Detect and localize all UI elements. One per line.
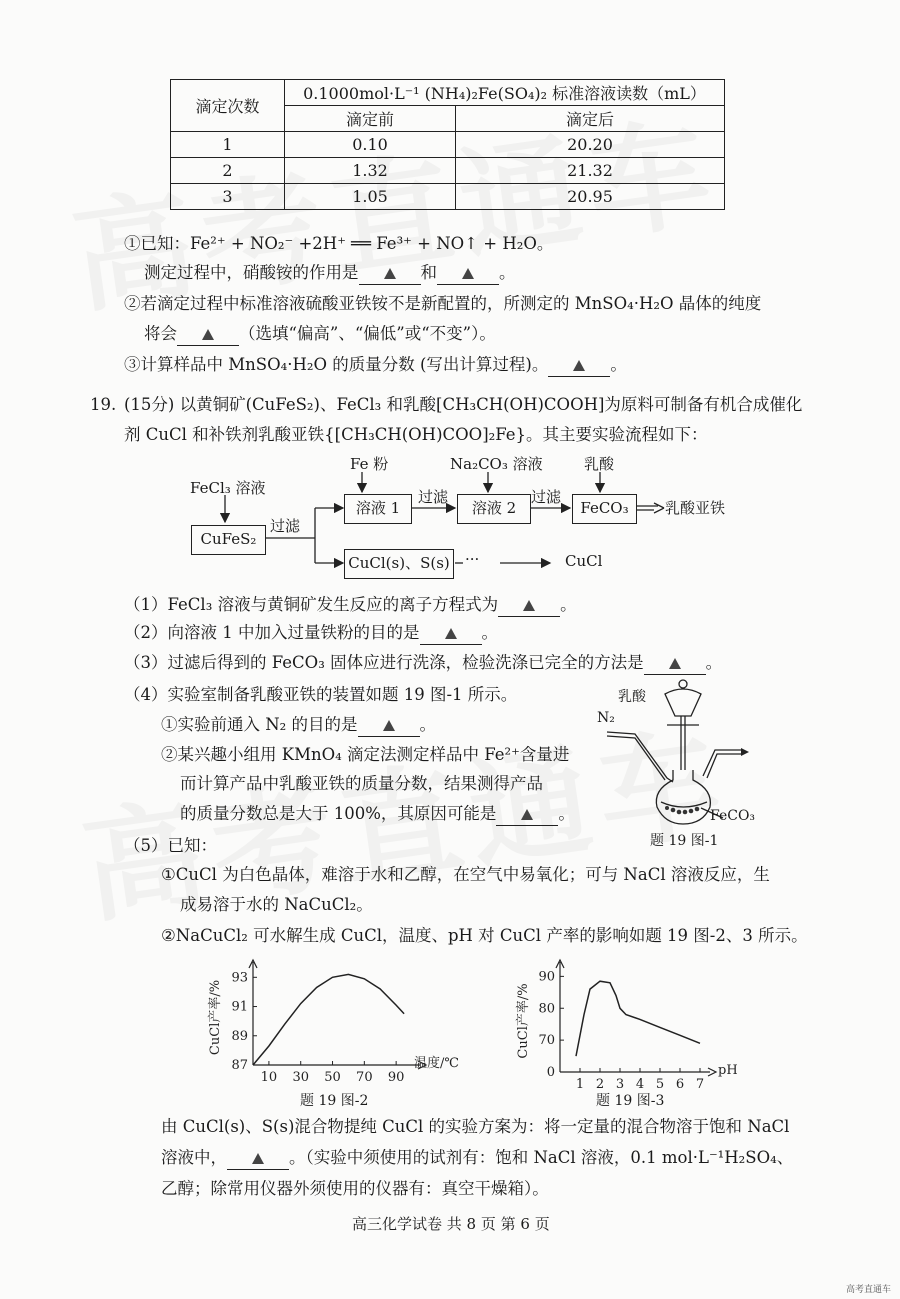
- flow-filter-label: 过滤: [270, 517, 301, 535]
- y-tick-label: 89: [231, 1028, 248, 1044]
- x-axis-label: 温度/℃: [414, 1056, 459, 1071]
- y-axis-label: CuCl产率/%: [208, 979, 223, 1056]
- x-tick-label: 50: [324, 1070, 341, 1085]
- x-tick-label: 5: [655, 1077, 665, 1092]
- answer-blank[interactable]: [420, 622, 482, 645]
- flow-cufes2-box: CuFeS₂: [191, 525, 266, 555]
- final-line-2: 溶液中， 。（实验中须使用的试剂有：饱和 NaCl 溶液，0.1 mol·L⁻¹H₂SO₄、: [161, 1147, 793, 1170]
- triangle-icon: [445, 628, 457, 639]
- answer-blank[interactable]: [437, 262, 499, 285]
- triangle-icon: [202, 329, 214, 340]
- data-line: [576, 981, 700, 1056]
- triangle-icon: [523, 600, 535, 611]
- temperature-chart: [205, 955, 475, 1105]
- x-tick-label: 70: [356, 1070, 373, 1085]
- question-1: （1）FeCl₃ 溶液与黄铜矿发生反应的离子方程式为 。: [124, 594, 577, 617]
- y-tick-label: 80: [538, 1001, 555, 1017]
- x-tick-label: 90: [387, 1070, 405, 1085]
- question-5-1b: 成易溶于水的 NaCuCl₂。: [180, 895, 373, 914]
- flow-fe-powder-label: Fe 粉: [350, 455, 389, 473]
- ph-chart: [515, 955, 745, 1105]
- flow-solution1-box: 溶液 1: [344, 494, 412, 524]
- flow-cucl-label: CuCl: [565, 552, 603, 570]
- q19-intro-2: 剂 CuCl 和补铁剂乳酸亚铁{[CH₃CH(OH)COO]₂Fe}。其主要实验流程如下：: [124, 425, 708, 444]
- answer-blank[interactable]: [177, 323, 239, 346]
- question-2: （2）向溶液 1 中加入过量铁粉的目的是 。: [124, 622, 498, 645]
- question-4-1: ①实验前通入 N₂ 的目的是 。: [161, 714, 436, 737]
- x-tick-label: 2: [595, 1077, 605, 1092]
- triangle-icon: [462, 268, 474, 279]
- triangle-icon: [384, 268, 396, 279]
- question-4-2b: 而计算产品中乳酸亚铁的质量分数，结果测得产品: [180, 774, 543, 793]
- header-after: 滴定后: [456, 106, 725, 132]
- answer-blank[interactable]: [496, 803, 558, 826]
- y-tick-label: 93: [231, 970, 248, 986]
- flow-product-label: 乳酸亚铁: [665, 499, 726, 517]
- header-before: 滴定前: [285, 106, 456, 132]
- triangle-icon: [383, 720, 395, 731]
- y-tick-label: 0: [546, 1065, 555, 1080]
- x-axis-label: pH: [718, 1063, 738, 1078]
- table-row: 2 1.32 21.32: [171, 158, 725, 184]
- flow-lactic-label: 乳酸: [584, 455, 615, 473]
- y-axis-label: CuCl产率/%: [516, 983, 531, 1059]
- x-tick-label: 7: [695, 1077, 705, 1092]
- y-tick-label: 91: [231, 999, 248, 1015]
- chart-caption: 题 19 图-2: [300, 1093, 369, 1109]
- answer-blank[interactable]: [359, 262, 421, 285]
- x-tick-label: 10: [260, 1070, 278, 1085]
- corner-mark: 高考直通车: [846, 1285, 892, 1295]
- final-line-1: 由 CuCl(s)、S(s)混合物提纯 CuCl 的实验方案为：将一定量的混合物溶于饱和 NaCl: [161, 1117, 790, 1136]
- apparatus-feco3-label: FeCO₃: [710, 808, 756, 824]
- table-row: 3 1.05 20.95: [171, 184, 725, 210]
- triangle-icon: [252, 1153, 264, 1164]
- question-4-2c: 的质量分数总是大于 100%，其原因可能是 。: [180, 803, 575, 826]
- flow-fecl3-label: FeCl₃ 溶液: [190, 479, 266, 497]
- q19-intro-1: (15分) 以黄铜矿(CuFeS₂)、FeCl₃ 和乳酸[CH₃CH(OH)COOH]为原料可制备有机合成催化: [124, 395, 803, 414]
- answer-blank[interactable]: [498, 594, 560, 617]
- flow-feco3-box: FeCO₃: [572, 494, 637, 524]
- x-tick-label: 3: [615, 1077, 625, 1092]
- flow-cucl-s-box: CuCl(s)、S(s): [344, 549, 454, 579]
- q18-line4: ③计算样品中 MnSO₄·H₂O 的质量分数 (写出计算过程)。 。: [124, 354, 627, 377]
- y-tick-label: 87: [231, 1058, 248, 1073]
- x-tick-label: 6: [675, 1077, 685, 1092]
- chart-caption: 题 19 图-3: [596, 1093, 665, 1109]
- question-4-2a: ②某兴趣小组用 KMnO₄ 滴定法测定样品中 Fe²⁺含量进: [161, 745, 570, 764]
- x-tick-label: 30: [292, 1070, 309, 1085]
- flow-na2co3-label: Na₂CO₃ 溶液: [450, 455, 543, 473]
- question-5: （5）已知：: [124, 836, 217, 855]
- q18-line1: 测定过程中，硝酸铵的作用是 和 。: [144, 262, 516, 285]
- header-reading: 0.1000mol·L⁻¹ (NH₄)₂Fe(SO₄)₂ 标准溶液读数（mL）: [285, 80, 725, 106]
- titration-table: [170, 79, 725, 210]
- apparatus-n2-label: N₂: [597, 710, 615, 726]
- flow-filter-label: 过滤: [531, 488, 562, 506]
- question-4: （4）实验室制备乳酸亚铁的装置如题 19 图-1 所示。: [124, 685, 518, 704]
- answer-blank[interactable]: [358, 714, 420, 737]
- flow-dots: ···: [465, 550, 480, 568]
- apparatus-lactic-label: 乳酸: [618, 689, 646, 705]
- header-trial: 滴定次数: [171, 80, 285, 132]
- triangle-icon: [573, 360, 585, 371]
- x-tick-label: 4: [635, 1077, 645, 1092]
- triangle-icon: [669, 658, 681, 669]
- known-equation: ①已知：Fe²⁺ + NO₂⁻ +2H⁺ ══ Fe³⁺ + NO↑ + H₂O。: [124, 234, 554, 253]
- x-tick-label: 1: [575, 1077, 585, 1092]
- triangle-icon: [521, 809, 533, 820]
- question-3: （3）过滤后得到的 FeCO₃ 固体应进行洗涤，检验洗涤已完全的方法是 。: [124, 652, 722, 675]
- table-row: 1 0.10 20.20: [171, 132, 725, 158]
- flow-filter-label: 过滤: [418, 488, 449, 506]
- y-tick-label: 90: [538, 969, 555, 985]
- data-line: [253, 974, 404, 1065]
- apparatus-caption: 题 19 图-1: [650, 833, 719, 849]
- y-tick-label: 70: [538, 1033, 555, 1049]
- q18-line3: 将会 （选填“偏高”、“偏低”或“不变”）。: [144, 323, 496, 346]
- q18-line2: ②若滴定过程中标准溶液硫酸亚铁铵不是新配置的，所测定的 MnSO₄·H₂O 晶体的纯度: [124, 294, 762, 313]
- q19-number: 19.: [90, 395, 117, 414]
- answer-blank[interactable]: [227, 1147, 289, 1170]
- answer-blank[interactable]: [548, 354, 610, 377]
- flow-solution2-box: 溶液 2: [457, 494, 531, 524]
- final-line-3: 乙醇；除常用仪器外须使用的仪器有：真空干燥箱）。: [161, 1179, 549, 1198]
- page-footer: 高三化学试卷 共 8 页 第 6 页: [352, 1215, 550, 1233]
- question-5-2: ②NaCuCl₂ 可水解生成 CuCl，温度、pH 对 CuCl 产率的影响如题 19 图-2、3 所示。: [161, 926, 808, 945]
- question-5-1a: ①CuCl 为白色晶体，难溶于水和乙醇，在空气中易氧化；可与 NaCl 溶液反应，生: [161, 865, 770, 884]
